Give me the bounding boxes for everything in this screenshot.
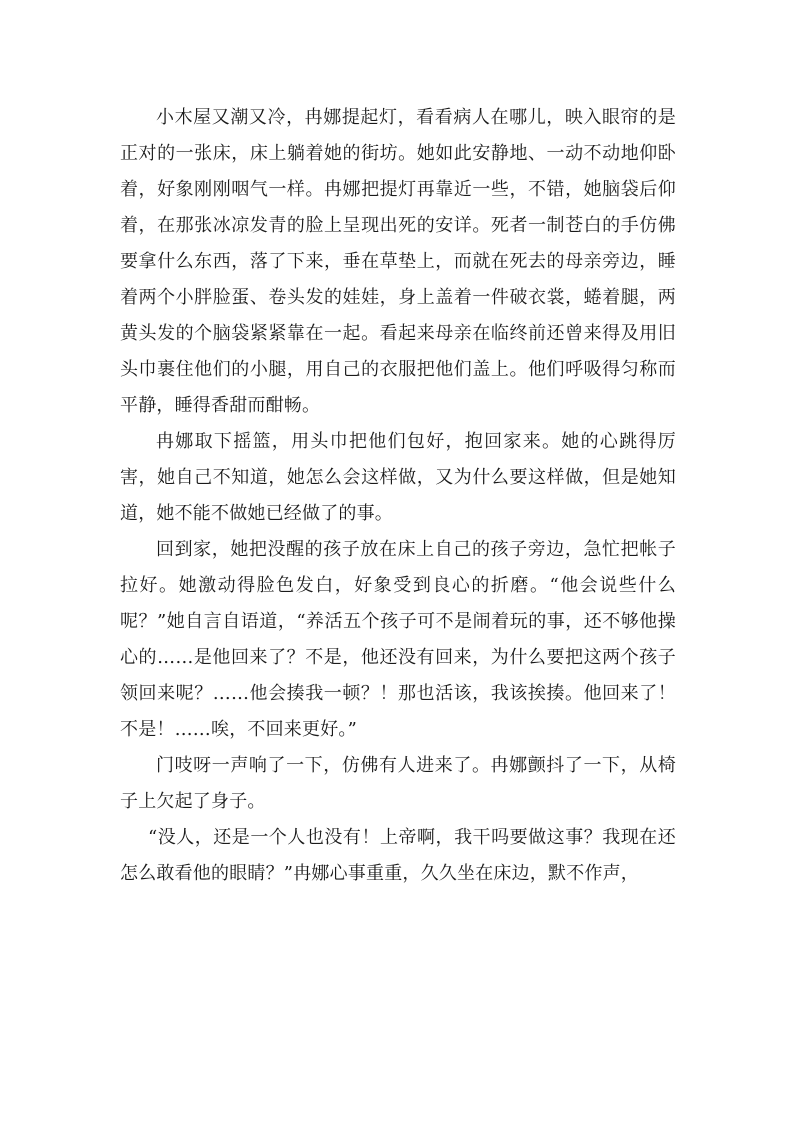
paragraph-5: “没人，还是一个人也没有！上帝啊，我干吗要做这事？我现在还怎么敢看他的眼睛？”冉娜心事重重，久久坐在床边，默不作声， (120, 827, 676, 884)
paragraph-3: 回到家，她把没醒的孩子放在床上自己的孩子旁边，急忙把帐子拉好。她激动得脸色发白，好象受到良心的折磨。“他会说些什么呢？”她自言自语道，“养活五个孩子可不是闹着玩的事，还不够他操心的……是他回来了？不是，他还没有回来，为什么要把这两个孩子领回来呢？……他会揍我一顿？！那也活该，我该挨揍。他回来了！不是！……唉，不回来更好。” (120, 539, 676, 740)
paragraph-2: 冉娜取下摇篮，用头巾把他们包好，抱回家来。她的心跳得厉害，她自己不知道，她怎么会这样做，又为什么要这样做，但是她知道，她不能不做她已经做了的事。 (120, 431, 676, 524)
paragraph-1: 小木屋又潮又冷，冉娜提起灯，看看病人在哪儿，映入眼帘的是正对的一张床，床上躺着她的街坊。她如此安静地、一动不动地仰卧着，好象刚刚咽气一样。冉娜把提灯再靠近一些，不错，她脑袋后仰着，在那张冰凉发青的脸上呈现出死的安详。死者一制苍白的手仿佛要拿什么东西，落了下来，垂在草垫上，而就在死去的母亲旁边，睡着两个小胖脸蛋、卷头发的娃娃，身上盖着一件破衣裳，蜷着腿，两黄头发的个脑袋紧紧靠在一起。看起来母亲在临终前还曾来得及用旧头巾裹住他们的小腿，用自己的衣服把他们盖上。他们呼吸得匀称而平静，睡得香甜而酣畅。 (120, 107, 676, 416)
document-body (120, 100, 676, 892)
paragraph-4: 门吱呀一声响了一下，仿佛有人进来了。冉娜颤抖了一下，从椅子上欠起了身子。 (120, 755, 676, 812)
